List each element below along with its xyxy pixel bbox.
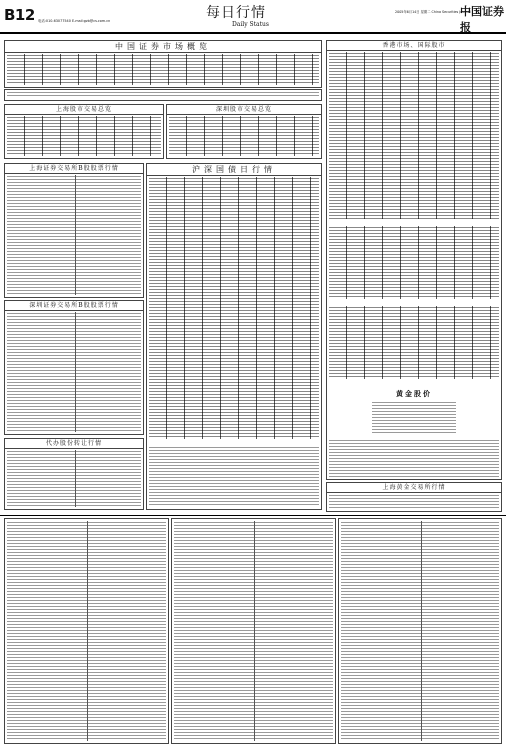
page-header	[0, 0, 506, 34]
szse-b-share-quotes	[4, 300, 144, 435]
section-heading: 香港市场、国际股市	[327, 41, 501, 51]
shanghai-summary-table	[7, 116, 161, 156]
section-heading: 沪深国债日行情	[147, 164, 321, 176]
section-title-en: Daily Status	[232, 21, 269, 28]
stock-listing-col-3	[338, 518, 502, 744]
bond-notes	[149, 446, 319, 507]
section-heading: 深圳股市交易总览	[167, 105, 321, 115]
section-heading: 深圳证券交易所B股股票行情	[5, 301, 143, 311]
sse-b-share-quotes	[4, 163, 144, 298]
intl-table	[329, 226, 499, 299]
divider	[0, 515, 506, 516]
shenzhen-summary	[166, 104, 322, 159]
adr-table	[329, 306, 499, 379]
bond-table	[149, 177, 319, 439]
stock-listing-col-2	[171, 518, 336, 744]
footnote-text	[7, 91, 319, 98]
china-market-overview	[4, 40, 322, 88]
contact-line: 电话:010-63077540 E-mail:gzb@cs.com.cn	[38, 19, 111, 23]
quote-rows	[7, 312, 141, 432]
stock-rows	[341, 521, 499, 741]
issue-date: 2005年6月14日 星期二 China Securities Journal	[395, 10, 471, 14]
page-number: B12	[4, 6, 35, 24]
hk-notes	[329, 439, 499, 477]
hk-international-markets	[326, 40, 502, 480]
agency-share-transfer	[4, 438, 144, 510]
gold-rows	[329, 494, 499, 509]
gold-exchange-box	[326, 482, 502, 512]
shenzhen-summary-table	[169, 116, 319, 156]
section-title-cn: 每日行情	[206, 5, 266, 21]
section-heading: 代办股份转让行情	[5, 439, 143, 449]
quote-rows	[7, 175, 141, 295]
section-heading: 上海证券交易所B股股票行情	[5, 164, 143, 174]
section-heading: 上海股市交易总览	[5, 105, 163, 115]
treasury-bond-quotes	[146, 163, 322, 510]
section-heading: 中国证券市场概览	[5, 41, 321, 53]
newspaper-logo: 中国证券报	[460, 5, 504, 34]
hk-table	[329, 52, 499, 219]
shanghai-summary	[4, 104, 164, 159]
gold-heading: 黄金股价	[396, 389, 432, 398]
quote-rows	[7, 450, 141, 507]
overview-table	[7, 54, 319, 85]
overview-footnote	[4, 89, 322, 101]
section-heading: 上海黄金交易所行情	[327, 483, 501, 493]
gold-table	[372, 401, 456, 434]
stock-listing-col-1	[4, 518, 169, 744]
